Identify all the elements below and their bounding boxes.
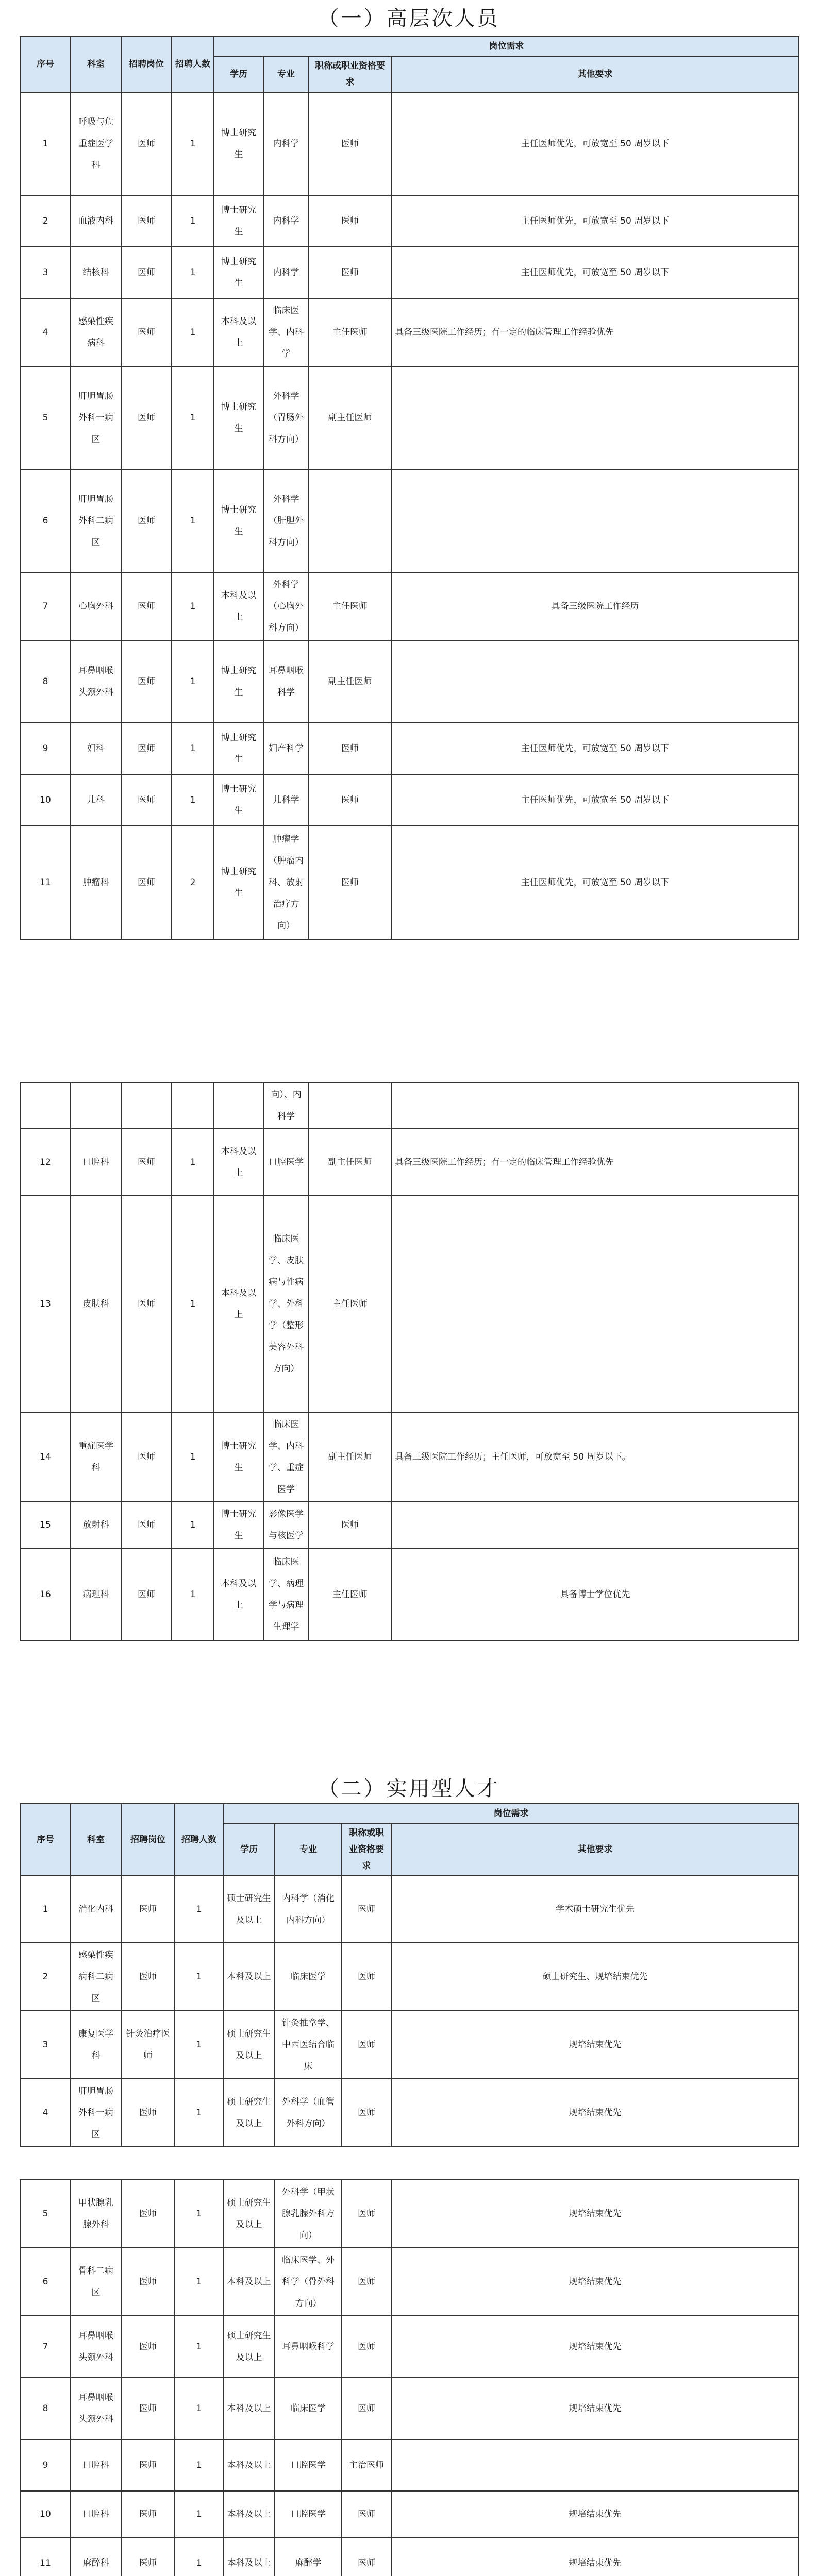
cell-edu: 本科及以上: [223, 2439, 275, 2491]
cell-other: [391, 366, 799, 469]
cell-post: 医师: [121, 2180, 175, 2248]
cell-post: 医师: [121, 2316, 175, 2378]
cell-edu: 本科及以上: [223, 2491, 275, 2537]
table-row: [20, 2537, 799, 2576]
cell-major: 临床医学、内科学、重症医学: [263, 1412, 309, 1502]
cell-edu: 博士研究生: [214, 774, 263, 826]
cell-qual: 医师: [309, 774, 391, 826]
cell-edu: 本科及以上: [214, 1129, 263, 1196]
cell-major: 外科学（血管外科方向）: [275, 2079, 342, 2147]
cell-count: 1: [172, 195, 214, 247]
table-row: [20, 1548, 799, 1641]
cell-no: 4: [20, 2079, 71, 2147]
table-row: [20, 1082, 799, 1129]
cell-count: 1: [172, 723, 214, 774]
cell-dept: 口腔科: [71, 1129, 121, 1196]
cell-other: 主任医师优先，可放宽至 50 周岁以下: [391, 826, 799, 939]
table-row: [20, 298, 799, 366]
cell-count: 1: [172, 1548, 214, 1641]
cell-count: 1: [172, 1502, 214, 1548]
cell-count: 1: [175, 1876, 223, 1943]
header-education: 学历: [223, 1823, 275, 1876]
cell-no: 8: [20, 2378, 71, 2439]
cell-major: 内科学: [263, 247, 309, 298]
cell-post: 医师: [121, 723, 172, 774]
table-senior-a: [20, 36, 799, 940]
cell-other: 规培结束优先: [391, 2537, 799, 2576]
cell-qual: 医师: [342, 2011, 391, 2079]
table-row: [20, 2378, 799, 2439]
table-row: [20, 1502, 799, 1548]
cell-no: 5: [20, 366, 71, 469]
cell-qual: [309, 469, 391, 572]
cell-count: 1: [172, 92, 214, 195]
table-row: [20, 723, 799, 774]
cell-post: 医师: [121, 298, 172, 366]
cell-no: 8: [20, 640, 71, 723]
table-row: [20, 2011, 799, 2079]
header-education: 学历: [214, 56, 263, 92]
table-row: [20, 2079, 799, 2147]
cell-other: 具备三级医院工作经历；有一定的临床管理工作经验优先: [391, 1129, 799, 1196]
cell-no: 14: [20, 1412, 71, 1502]
header-dept: 科室: [71, 1804, 121, 1876]
cell-count: 1: [172, 1129, 214, 1196]
cell-count: 1: [172, 298, 214, 366]
header-qualification: 职称或职业资格要求: [342, 1823, 391, 1876]
cell-no: 4: [20, 298, 71, 366]
cell-post: 针灸治疗医师: [121, 2011, 175, 2079]
cell-qual: 主治医师: [342, 2439, 391, 2491]
table-row: [20, 1412, 799, 1502]
cell-count: 1: [175, 2378, 223, 2439]
cell-major: 麻醉学: [275, 2537, 342, 2576]
cell-major: 外科学（心胸外科方向）: [263, 572, 309, 640]
table-row: [20, 826, 799, 939]
cell-count: 1: [172, 1412, 214, 1502]
cell-other: 硕士研究生、规培结束优先: [391, 1943, 799, 2011]
cell-other: 规培结束优先: [391, 2079, 799, 2147]
header-major: 专业: [275, 1823, 342, 1876]
cell-edu: 本科及以上: [214, 572, 263, 640]
cell-qual: 医师: [309, 92, 391, 195]
cell-post: 医师: [121, 2491, 175, 2537]
cell-no: 2: [20, 195, 71, 247]
cell-qual: 副主任医师: [309, 1129, 391, 1196]
cell-edu: 博士研究生: [214, 366, 263, 469]
cell-qual: 医师: [342, 2378, 391, 2439]
cell-no: 15: [20, 1502, 71, 1548]
cell-no: 3: [20, 247, 71, 298]
cell-major: 临床医学: [275, 1943, 342, 2011]
cell-major: 临床医学、病理学与病理生理学: [263, 1548, 309, 1641]
section1-title: （一）高层次人员: [318, 7, 500, 30]
cell-major: 内科学: [263, 92, 309, 195]
cell-dept: 病理科: [71, 1548, 121, 1641]
cell-major: 儿科学: [263, 774, 309, 826]
cell-major: 内科学: [263, 195, 309, 247]
table-row: [20, 366, 799, 469]
cell-post: 医师: [121, 1196, 172, 1412]
table-row: [20, 774, 799, 826]
cell-count: 1: [172, 774, 214, 826]
cell-other: [391, 469, 799, 572]
cell-major: 内科学（消化内科方向）: [275, 1876, 342, 1943]
cell-major: 临床医学、内科学: [263, 298, 309, 366]
cell-post: 医师: [121, 1412, 172, 1502]
cell-major: 耳鼻咽喉科学: [275, 2316, 342, 2378]
cell-dept: 康复医学科: [71, 2011, 121, 2079]
cell-no: 1: [20, 1876, 71, 1943]
cell-count: 1: [172, 1196, 214, 1412]
table-row: [20, 469, 799, 572]
cell-qual: 主任医师: [309, 298, 391, 366]
cell-edu: 本科及以上: [214, 1196, 263, 1412]
cell-edu: 硕士研究生及以上: [223, 2316, 275, 2378]
cell-edu: 硕士研究生及以上: [223, 2011, 275, 2079]
cell-post: 医师: [121, 2248, 175, 2316]
header-requirements: 岗位需求: [214, 37, 799, 56]
header-count: 招聘人数: [175, 1804, 223, 1876]
cell-major: 影像医学与核医学: [263, 1502, 309, 1548]
cell-major: 耳鼻咽喉科学: [263, 640, 309, 723]
cell-no: 9: [20, 2439, 71, 2491]
cell-edu: 博士研究生: [214, 469, 263, 572]
table-row: [20, 92, 799, 195]
table-row: [20, 2491, 799, 2537]
cell-post: 医师: [121, 826, 172, 939]
cell-other: 具备三级医院工作经历；有一定的临床管理工作经验优先: [391, 298, 799, 366]
cell-qual: 医师: [342, 2537, 391, 2576]
cell-major: 妇产科学: [263, 723, 309, 774]
cell-post: 医师: [121, 640, 172, 723]
cell-no: 13: [20, 1196, 71, 1412]
cell-major: 口腔医学: [275, 2439, 342, 2491]
continued-major: 向）、内科学: [263, 1082, 309, 1129]
cell-count: 1: [175, 2439, 223, 2491]
cell-other: 具备博士学位优先: [391, 1548, 799, 1641]
cell-other: 规培结束优先: [391, 2011, 799, 2079]
cell-count: 1: [175, 2180, 223, 2248]
cell-post: 医师: [121, 1129, 172, 1196]
cell-qual: 医师: [309, 826, 391, 939]
cell-dept: 口腔科: [71, 2491, 121, 2537]
cell-qual: 医师: [342, 2316, 391, 2378]
cell-count: 1: [172, 640, 214, 723]
cell-other: 学术硕士研究生优先: [391, 1876, 799, 1943]
cell-other: 具备三级医院工作经历；主任医师，可放宽至 50 周岁以下。: [391, 1412, 799, 1502]
cell-edu: 硕士研究生及以上: [223, 1876, 275, 1943]
cell-dept: 消化内科: [71, 1876, 121, 1943]
cell-count: 1: [175, 2537, 223, 2576]
table-row: [20, 640, 799, 723]
cell-dept: 耳鼻咽喉头颈外科: [71, 2316, 121, 2378]
cell-no: 10: [20, 2491, 71, 2537]
cell-count: 1: [175, 2316, 223, 2378]
cell-other: 主任医师优先，可放宽至 50 周岁以下: [391, 247, 799, 298]
cell-major: 针灸推拿学、中西医结合临床: [275, 2011, 342, 2079]
cell-edu: 本科及以上: [223, 2537, 275, 2576]
cell-other: 规培结束优先: [391, 2378, 799, 2439]
header-no: 序号: [20, 1804, 71, 1876]
header-dept: 科室: [71, 37, 121, 92]
cell-dept: 甲状腺乳腺外科: [71, 2180, 121, 2248]
cell-edu: 博士研究生: [214, 1412, 263, 1502]
cell-qual: 医师: [309, 723, 391, 774]
cell-dept: 重症医学科: [71, 1412, 121, 1502]
table-row: [20, 195, 799, 247]
cell-no: 6: [20, 469, 71, 572]
cell-other: 规培结束优先: [391, 2491, 799, 2537]
header-qualification: 职称或职业资格要求: [309, 56, 391, 92]
cell-edu: 硕士研究生及以上: [223, 2079, 275, 2147]
cell-dept: 耳鼻咽喉头颈外科: [71, 2378, 121, 2439]
cell-major: 临床医学、外科学（骨外科方向）: [275, 2248, 342, 2316]
table-row: [20, 572, 799, 640]
cell-no: 2: [20, 1943, 71, 2011]
cell-qual: 医师: [309, 1502, 391, 1548]
cell-count: 2: [172, 826, 214, 939]
cell-post: 医师: [121, 2537, 175, 2576]
cell-post: 医师: [121, 2439, 175, 2491]
cell-major: 口腔医学: [263, 1129, 309, 1196]
header-post: 招聘岗位: [121, 1804, 175, 1876]
cell-no: 10: [20, 774, 71, 826]
table-practical-a: [20, 1803, 799, 2147]
table-senior-b: [20, 1082, 799, 1641]
cell-edu: 博士研究生: [214, 1502, 263, 1548]
cell-no: 16: [20, 1548, 71, 1641]
cell-other: 主任医师优先，可放宽至 50 周岁以下: [391, 723, 799, 774]
cell-edu: 博士研究生: [214, 826, 263, 939]
cell-edu: 博士研究生: [214, 195, 263, 247]
cell-no: 7: [20, 572, 71, 640]
cell-dept: 妇科: [71, 723, 121, 774]
table-row: [20, 2316, 799, 2378]
table-row: [20, 2248, 799, 2316]
cell-dept: 口腔科: [71, 2439, 121, 2491]
cell-count: 1: [175, 1943, 223, 2011]
table-practical-b: [20, 2179, 799, 2576]
cell-dept: 肝胆胃肠外科一病区: [71, 2079, 121, 2147]
cell-dept: 感染性疾病科二病区: [71, 1943, 121, 2011]
header-post: 招聘岗位: [121, 37, 172, 92]
cell-post: 医师: [121, 469, 172, 572]
cell-no: 11: [20, 2537, 71, 2576]
cell-edu: 博士研究生: [214, 247, 263, 298]
header-other: 其他要求: [391, 1823, 799, 1876]
table-row: [20, 1129, 799, 1196]
cell-no: 6: [20, 2248, 71, 2316]
cell-other: [391, 640, 799, 723]
cell-other: 具备三级医院工作经历: [391, 572, 799, 640]
cell-qual: 医师: [342, 2079, 391, 2147]
cell-no: 11: [20, 826, 71, 939]
cell-qual: 主任医师: [309, 1196, 391, 1412]
cell-post: 医师: [121, 247, 172, 298]
cell-post: 医师: [121, 1502, 172, 1548]
cell-post: 医师: [121, 195, 172, 247]
cell-edu: 本科及以上: [223, 1943, 275, 2011]
cell-other: 主任医师优先，可放宽至 50 周岁以下: [391, 92, 799, 195]
header-count: 招聘人数: [172, 37, 214, 92]
cell-edu: 本科及以上: [214, 298, 263, 366]
cell-other: [391, 1502, 799, 1548]
cell-major: 临床医学、皮肤病与性病学、外科学（整形美容外科方向）: [263, 1196, 309, 1412]
cell-count: 1: [175, 2248, 223, 2316]
cell-post: 医师: [121, 572, 172, 640]
cell-qual: 主任医师: [309, 572, 391, 640]
cell-major: 口腔医学: [275, 2491, 342, 2537]
cell-post: 医师: [121, 1876, 175, 1943]
cell-count: 1: [175, 2079, 223, 2147]
cell-dept: 结核科: [71, 247, 121, 298]
cell-qual: 医师: [342, 1876, 391, 1943]
cell-post: 医师: [121, 2079, 175, 2147]
header-no: 序号: [20, 37, 71, 92]
cell-dept: 肝胆胃肠外科二病区: [71, 469, 121, 572]
cell-qual: 医师: [309, 247, 391, 298]
cell-no: 7: [20, 2316, 71, 2378]
cell-post: 医师: [121, 774, 172, 826]
cell-post: 医师: [121, 1548, 172, 1641]
header-major: 专业: [263, 56, 309, 92]
cell-dept: 儿科: [71, 774, 121, 826]
table-row: [20, 1876, 799, 1943]
cell-other: 规培结束优先: [391, 2316, 799, 2378]
cell-count: 1: [175, 2011, 223, 2079]
cell-dept: 放射科: [71, 1502, 121, 1548]
cell-count: 1: [175, 2491, 223, 2537]
cell-dept: 麻醉科: [71, 2537, 121, 2576]
cell-dept: 呼吸与危重症医学科: [71, 92, 121, 195]
cell-major: 外科学（肝胆外科方向）: [263, 469, 309, 572]
cell-qual: 医师: [342, 2491, 391, 2537]
cell-other: 主任医师优先，可放宽至 50 周岁以下: [391, 195, 799, 247]
cell-post: 医师: [121, 2378, 175, 2439]
cell-edu: 本科及以上: [214, 1548, 263, 1641]
cell-other: [391, 1196, 799, 1412]
cell-other: 规培结束优先: [391, 2248, 799, 2316]
cell-no: 5: [20, 2180, 71, 2248]
cell-qual: 医师: [342, 1943, 391, 2011]
cell-post: 医师: [121, 1943, 175, 2011]
cell-no: 1: [20, 92, 71, 195]
table-row: [20, 1943, 799, 2011]
cell-major: 临床医学: [275, 2378, 342, 2439]
header-requirements: 岗位需求: [223, 1804, 799, 1823]
cell-major: 肿瘤学（肿瘤内科、放射治疗方向）: [263, 826, 309, 939]
cell-dept: 心胸外科: [71, 572, 121, 640]
cell-no: 3: [20, 2011, 71, 2079]
cell-edu: 硕士研究生及以上: [223, 2180, 275, 2248]
cell-dept: 感染性疾病科: [71, 298, 121, 366]
cell-post: 医师: [121, 92, 172, 195]
cell-edu: 博士研究生: [214, 640, 263, 723]
cell-dept: 肿瘤科: [71, 826, 121, 939]
cell-other: 主任医师优先，可放宽至 50 周岁以下: [391, 774, 799, 826]
cell-qual: 医师: [309, 195, 391, 247]
cell-major: 外科学（胃肠外科方向）: [263, 366, 309, 469]
cell-post: 医师: [121, 366, 172, 469]
cell-count: 1: [172, 247, 214, 298]
cell-qual: 副主任医师: [309, 366, 391, 469]
cell-no: 12: [20, 1129, 71, 1196]
cell-qual: 医师: [342, 2180, 391, 2248]
cell-qual: 副主任医师: [309, 640, 391, 723]
cell-qual: 副主任医师: [309, 1412, 391, 1502]
cell-no: 9: [20, 723, 71, 774]
table-row: [20, 247, 799, 298]
table-row: [20, 1196, 799, 1412]
cell-major: 外科学（甲状腺乳腺外科方向）: [275, 2180, 342, 2248]
cell-edu: 博士研究生: [214, 723, 263, 774]
table-row: [20, 2439, 799, 2491]
cell-count: 1: [172, 469, 214, 572]
header-other: 其他要求: [391, 56, 799, 92]
cell-other: 规培结束优先: [391, 2180, 799, 2248]
cell-dept: 血液内科: [71, 195, 121, 247]
cell-edu: 本科及以上: [223, 2248, 275, 2316]
cell-edu: 博士研究生: [214, 92, 263, 195]
cell-qual: 医师: [342, 2248, 391, 2316]
cell-dept: 肝胆胃肠外科一病区: [71, 366, 121, 469]
cell-other: [391, 2439, 799, 2491]
table-row: [20, 2180, 799, 2248]
cell-qual: 主任医师: [309, 1548, 391, 1641]
cell-count: 1: [172, 366, 214, 469]
cell-dept: 皮肤科: [71, 1196, 121, 1412]
cell-count: 1: [172, 572, 214, 640]
cell-dept: 骨科二病区: [71, 2248, 121, 2316]
cell-dept: 耳鼻咽喉头颈外科: [71, 640, 121, 723]
section2-title: （二）实用型人才: [318, 1777, 500, 1801]
cell-edu: 本科及以上: [223, 2378, 275, 2439]
